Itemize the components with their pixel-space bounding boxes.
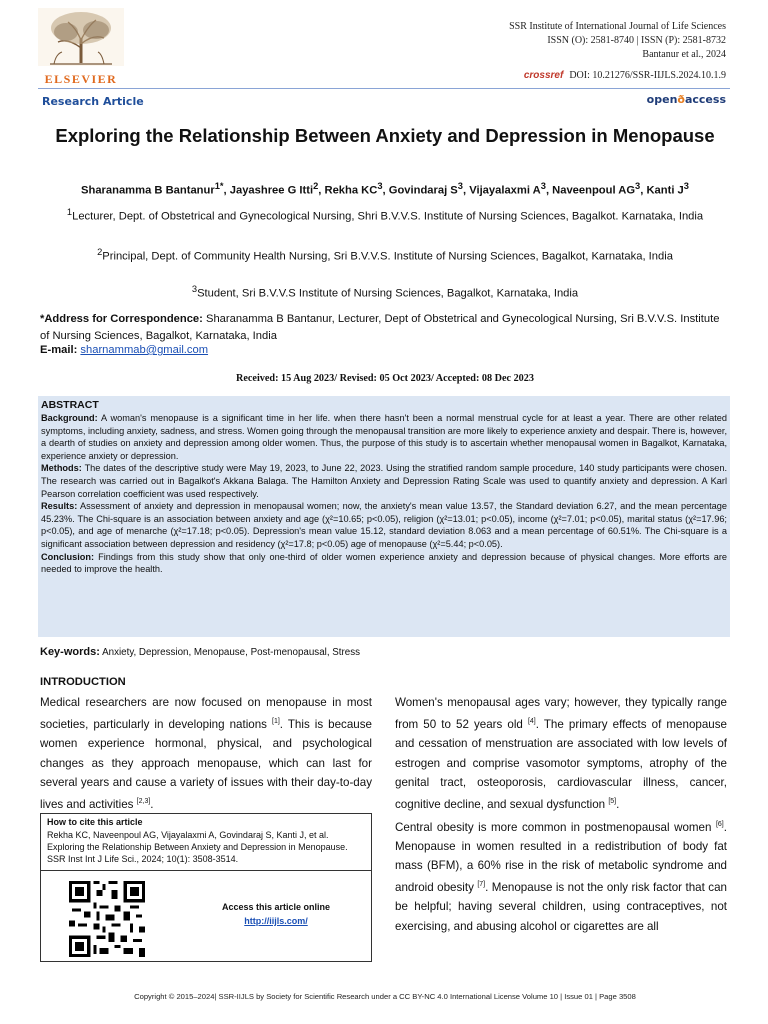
running-author: Bantanur et al., 2024	[642, 49, 726, 60]
right-column	[395, 693, 727, 936]
correspondence-address: *Address for Correspondence: Sharanamma B Bantanur, Lecturer, Dept of Obstetrical and Gynecological Nursing, Sri B.V.V.S. Institute of Nursing Sciences, Bagalkot, Karnataka, India	[40, 313, 720, 342]
abstract-background: Background: A woman's menopause is a significant time in her life. when there hasn't been a normal menstrual cycle for at least a year. There are other related symptoms, including anxiety, sadness, and stress. Women going through the menopausal transition are more likely to experience anxiety and despair. There is, however, a dearth of studies on anxiety and depression among older women. Thus, the purpose of this study is to ascertain whether menopausal women in Bagalkot, Karnataka, experience anxiety or depression.	[41, 413, 728, 461]
affiliation-2: $^2$Principal, Dept. of Community Health Nursing, Sri B.V.V.S. Institute of Nursing Sciences, Bagalkot, Karnataka, India	[97, 247, 673, 263]
open-access-badge: openðaccess	[646, 93, 726, 106]
citation-ref[interactable]: [1]	[272, 718, 280, 726]
cite-text: Rekha KC, Naveenpoul AG, Vijayalaxmi A, Govindaraj S, Kanti J, et al. Exploring the Relationship Between Anxiety and Depression in Menopause. SSR Inst Int J Life Sci., 2024; 10(1): 3508-3514.	[47, 830, 348, 864]
qr-code-icon[interactable]	[69, 881, 145, 957]
issn: ISSN (O): 2581-8740 | ISSN (P): 2581-8732	[547, 35, 726, 46]
left-column: Medical researchers are now focused on menopause in most societies, particularly in developing nations [1]. This is because women experience hormonal, physical, and psychological changes as they approach menopause, which can last for several years and cause a variety of issues with their day-to-day lives and activities [2,3].	[40, 696, 372, 812]
crossref-logo[interactable]: crossref	[523, 70, 564, 81]
how-to-cite-box	[40, 813, 372, 962]
citation-ref[interactable]: [7]	[477, 881, 486, 889]
abstract-methods: Methods: The dates of the descriptive study were May 19, 2023, to June 22, 2023. Using the stratified random sample procedure, 140 study participants were chosen. The research was carried out in Bagalkot's Akkana Balaga. The Hamilton Anxiety and Depression Rating Scale was used to quantify anxiety and depression. A Karl Pearson correlation coefficient was used respectively.	[41, 463, 728, 499]
cite-divider	[41, 870, 371, 871]
citation-ref[interactable]: [6]	[715, 820, 724, 828]
article-type: Research Article	[42, 95, 144, 108]
submission-dates: Received: 15 Aug 2023/ Revised: 05 Oct 2023/ Accepted: 08 Dec 2023	[236, 373, 534, 384]
abstract-heading: ABSTRACT	[41, 399, 99, 411]
citation-ref[interactable]: [5]	[608, 798, 617, 806]
affiliation-3: $^3$Student, Sri B.V.V.S Institute of Nursing Sciences, Bagalkot, Karnataka, India	[191, 284, 579, 300]
affiliation-1: $^1$Lecturer, Dept. of Obstetrical and Gynecological Nursing, Shri B.V.V.S. Institute of Nursing Sciences, Bagalkot. Karnataka, India	[66, 207, 704, 223]
doi-line	[524, 70, 726, 81]
publisher-logo	[38, 8, 124, 86]
page-footer: Copyright © 2015–2024| SSR-IIJLS by Society for Scientific Research under a CC BY-NC 4.0 International License Volume 10 | Issue 01 | Page 3508	[134, 992, 636, 1001]
cite-title: How to cite this article	[47, 817, 143, 827]
author-list: Sharanamma B Bantanur$^{1*}$, Jayashree G Itti$^2$, Rekha $KC^3$, Govindaraj $S^3$, Vijayalaxmi $A^3$, Naveenpoul $AG^3$, Kanti $J^3$	[81, 181, 689, 197]
citation-ref[interactable]: [2,3]	[136, 798, 151, 806]
journal-name: SSR Institute of International Journal of Life Sciences	[509, 21, 726, 32]
doi[interactable]: DOI: 10.21276/SSR-IIJLS.2024.10.1.9	[569, 70, 726, 81]
publisher-name: ELSEVIER	[44, 72, 118, 86]
paragraph: Women's menopausal ages vary; however, they typically range from 50 to 52 years old [4]. The primary effects of menopause and cessation of menstruation are associated with low levels of estrogen and comprise vasomotor symptoms, atrophy of the genital tract, osteoporosis, cardiovascular illness, cancer, cognitive decline, and sexual dysfunction [5].	[395, 696, 727, 812]
section-heading-introduction: INTRODUCTION	[40, 676, 126, 688]
paragraph: Central obesity is more common in postmenopausal women [6]. Menopause in women resulted in a redistribution of body fat mass (BFM), a 60% rise in the risk of metabolic syndrome and android obesity [7]. Menopause is not the only risk factor that can be helpful; having several children, using contraceptives, not exercising, and abusing alcohol or cigarettes are all	[395, 820, 727, 933]
open-access-icon: ð	[677, 93, 685, 106]
abstract-results: Results: Assessment of anxiety and depression in menopausal women; now, the anxiety's mean value 13.57, the Standard deviation 6.27, and the mean percentage 45.23%. The Chi-square is an association between anxiety and age (χ²=10.65; p<0.05), religion (χ²=13.01; p<0.05), income (χ²=7.01; p<0.05), marital status (χ²=17.96; p<0.05), and age of menarche (χ²=17.18; p<0.05). Depression's mean value 15.12, standard deviation 8.063 and a mean percentage of 60.51%. The Chi-square is a significant association between depression and residency (χ²=17.8; p<0.05) age of menopause (χ²=5.44; p<0.05).	[41, 501, 728, 549]
keywords: Key-words: Anxiety, Depression, Menopause, Post-menopausal, Stress	[40, 646, 361, 658]
journal-info	[509, 20, 726, 62]
access-online	[191, 900, 361, 928]
email-link[interactable]: sharnammab@gmail.com	[80, 344, 209, 356]
article-title: Exploring the Relationship Between Anxiety and Depression in Menopause	[55, 125, 715, 146]
abstract-conclusion: Conclusion: Findings from this study show that only one-third of older women experience anxiety and depression because of physical changes. More efforts are needed to improve the health.	[41, 551, 727, 575]
abstract-box	[38, 396, 730, 637]
citation-ref[interactable]: [4]	[527, 718, 536, 726]
elsevier-tree-logo	[38, 8, 124, 66]
article-url-link[interactable]: http://iijls.com/	[244, 916, 308, 926]
header-divider	[38, 88, 730, 89]
correspondence-email: E-mail: sharnammab@gmail.com	[40, 344, 209, 356]
access-label: Access this article online	[221, 902, 331, 912]
